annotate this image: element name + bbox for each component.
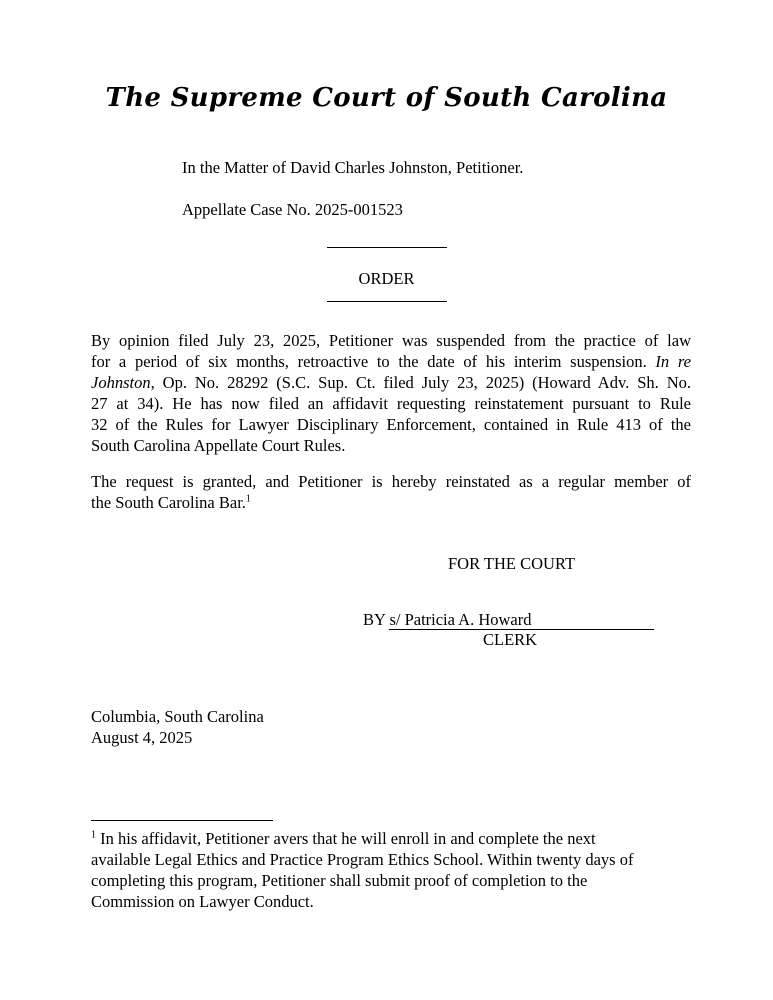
footnote-text: In his affidavit, Petitioner avers that he will enroll in and complete the next <box>96 829 596 848</box>
order-heading: ORDER <box>358 269 415 288</box>
paragraph-line: By opinion filed July 23, 2025, Petitioner was suspended from the practice of law <box>91 331 691 350</box>
footnote-reference: 1 <box>245 493 251 505</box>
signature-line <box>363 609 654 630</box>
clerk-signature: s/ Patricia A. Howard <box>389 611 654 630</box>
footnote-line: available Legal Ethics and Practice Program Ethics School. Within twenty days of <box>91 850 634 869</box>
case-citation-italic: In re <box>655 352 691 371</box>
clerk-title: CLERK <box>483 630 538 649</box>
place: Columbia, South Carolina <box>91 707 264 726</box>
place-and-date <box>91 706 264 748</box>
paragraph-line: 32 of the Rules for Lawyer Disciplinary Enforcement, contained in Rule 413 of the <box>91 415 691 434</box>
case-caption-matter: In the Matter of David Charles Johnston, Petitioner. <box>182 158 524 177</box>
paragraph-line <box>91 492 691 513</box>
date: August 4, 2025 <box>91 728 193 747</box>
for-the-court: FOR THE COURT <box>448 554 576 573</box>
paragraph-reinstatement <box>91 471 691 513</box>
paragraph-text: , Op. No. 28292 (S.C. Sup. Ct. filed July 23, 2025) (Howard Adv. Sh. No. <box>150 373 691 392</box>
court-title: The Supreme Court of South Carolina <box>105 83 668 113</box>
footnote <box>91 828 691 912</box>
paragraph-text: the South Carolina Bar. <box>91 493 246 512</box>
paragraph-line: South Carolina Appellate Court Rules. <box>91 436 346 455</box>
order-top-rule <box>327 247 447 248</box>
paragraph-line: The request is granted, and Petitioner is hereby reinstated as a regular member of <box>91 472 691 491</box>
paragraph-line: 27 at 34). He has now filed an affidavit requesting reinstatement pursuant to Rule <box>91 394 691 413</box>
paragraph-suspension <box>91 330 691 456</box>
paragraph-line <box>91 372 691 393</box>
order-bottom-rule <box>327 301 447 302</box>
footnote-line: Commission on Lawyer Conduct. <box>91 892 314 911</box>
paragraph-text: for a period of six months, retroactive to the date of his interim suspension. <box>91 352 647 371</box>
by-label: BY <box>363 610 386 629</box>
case-number: Appellate Case No. 2025-001523 <box>182 200 403 219</box>
case-citation-italic: Johnston <box>91 373 151 392</box>
paragraph-line <box>91 351 691 372</box>
footnote-line <box>91 828 691 849</box>
footnote-line: completing this program, Petitioner shall submit proof of completion to the <box>91 871 588 890</box>
footnote-number: 1 <box>91 829 96 841</box>
footnote-separator <box>91 820 273 821</box>
